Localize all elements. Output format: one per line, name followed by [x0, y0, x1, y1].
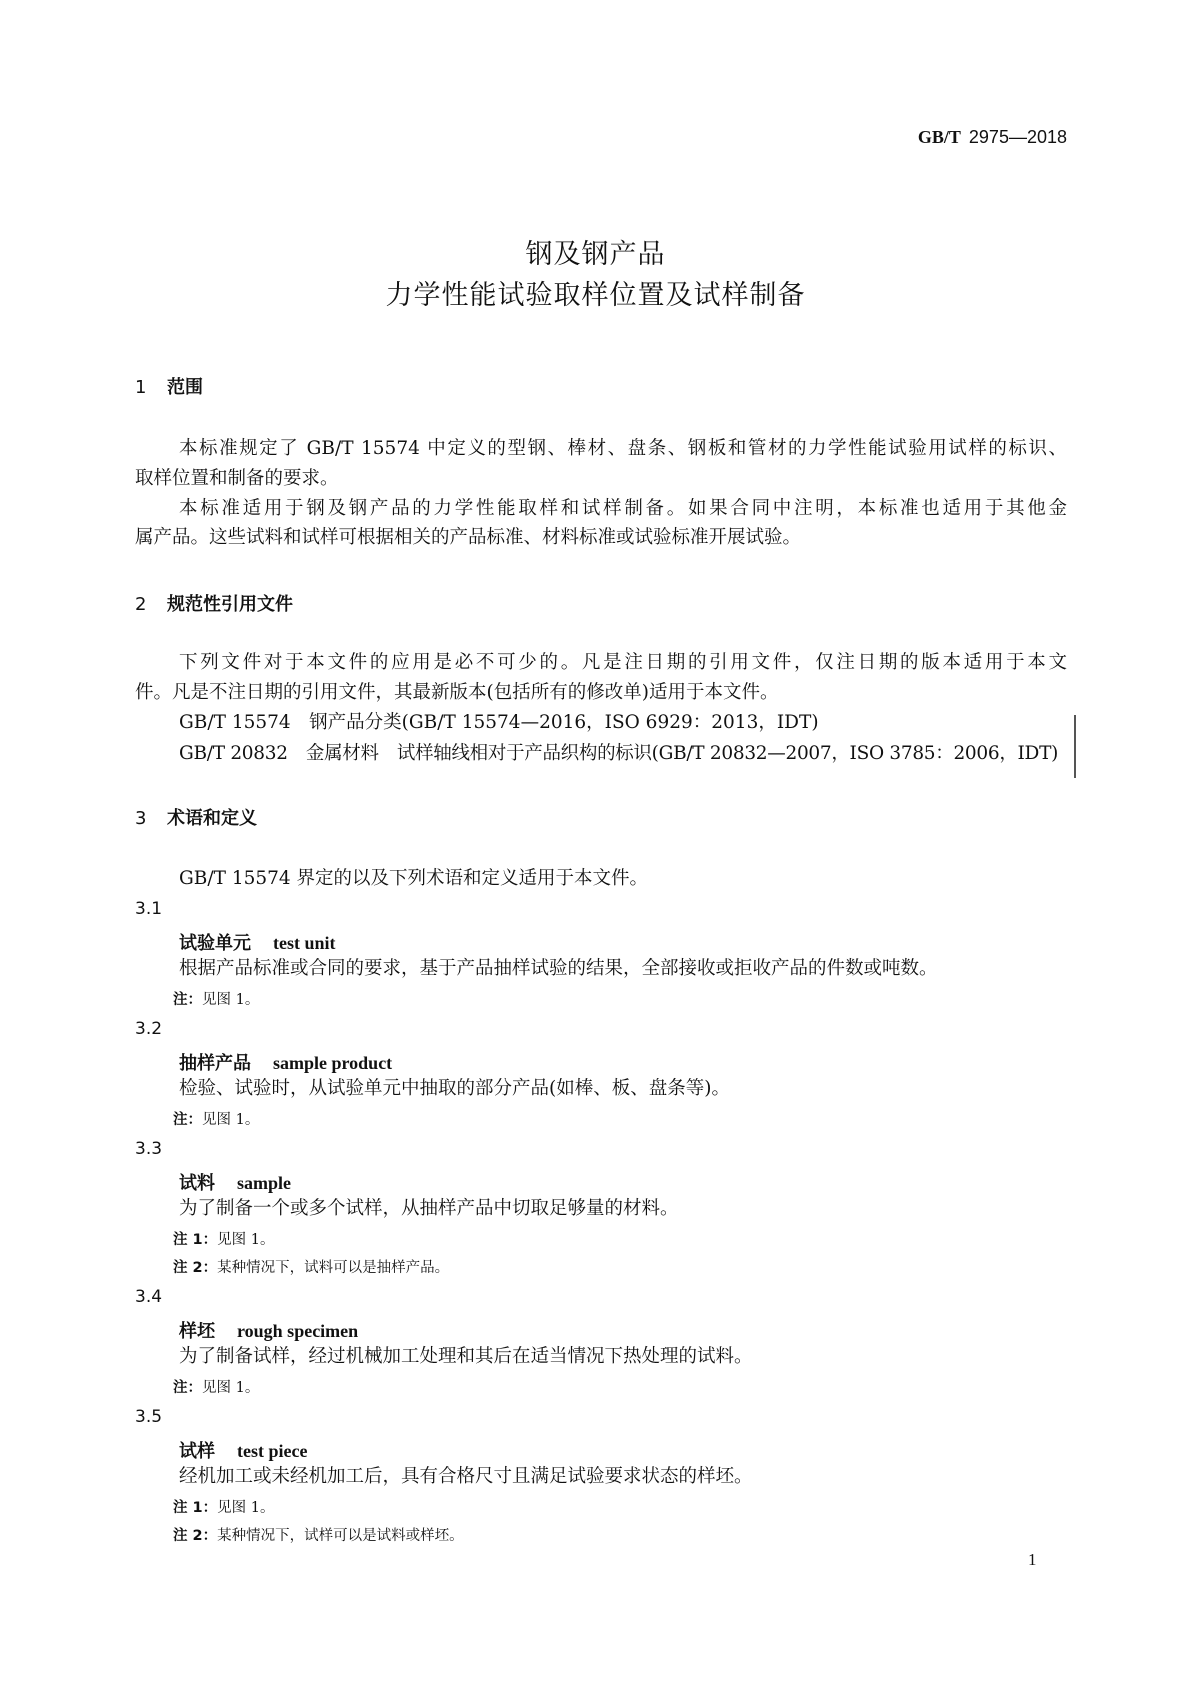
term-definition: 为了制备一个或多个试样，从抽样产品中切取足够量的材料。 — [179, 1198, 679, 1219]
term-number: 3.4 — [135, 1287, 163, 1307]
term-note: 注 1：见图 1。 — [173, 1500, 275, 1516]
term-definition: 为了制备试样，经过机械加工处理和其后在适当情况下热处理的试料。 — [179, 1346, 753, 1367]
s2-line: 下列文件对于本文件的应用是必不可少的。凡是注日期的引用文件，仅注日期的版本适用于本文 — [179, 652, 1067, 673]
term-note: 注 1：见图 1。 — [173, 1232, 275, 1248]
section-1-heading: 1 范围 — [135, 377, 203, 398]
document-title-line2: 力学性能试验取样位置及试样制备 — [385, 280, 806, 311]
term-heading: 试样 test piece — [179, 1441, 308, 1462]
s1-line: 属产品。这些试料和试样可根据相关的产品标准、材料标准或试验标准开展试验。 — [135, 527, 802, 548]
term-note: 注：见图 1。 — [173, 1112, 260, 1128]
s2-line: 件。凡是不注日期的引用文件，其最新版本(包括所有的修改单)适用于本文件。 — [135, 682, 779, 703]
term-heading: 样坯 rough specimen — [179, 1321, 359, 1342]
term-note: 注：见图 1。 — [173, 992, 260, 1008]
term-number: 3.5 — [135, 1407, 163, 1427]
normative-reference: GB/T 15574 钢产品分类(GB/T 15574—2016，ISO 6929：2013，IDT) — [179, 712, 819, 733]
document-title-line1: 钢及钢产品 — [525, 239, 666, 270]
s1-line: 本标准适用于钢及钢产品的力学性能取样和试样制备。如果合同中注明，本标准也适用于其他金 — [179, 498, 1067, 519]
s3-intro: GB/T 15574 界定的以及下列术语和定义适用于本文件。 — [179, 868, 649, 889]
term-note: 注 2：某种情况下，试样可以是试料或样坯。 — [173, 1528, 464, 1544]
standard-code: GB/T 2975—2018 — [917, 127, 1067, 147]
term-heading: 抽样产品 sample product — [179, 1053, 393, 1074]
revision-bar — [1074, 715, 1076, 778]
term-heading: 试料 sample — [179, 1173, 291, 1194]
term-note: 注：见图 1。 — [173, 1380, 260, 1396]
term-number: 3.3 — [135, 1139, 163, 1159]
term-definition: 根据产品标准或合同的要求，基于产品抽样试验的结果，全部接收或拒收产品的件数或吨数。 — [179, 958, 938, 979]
term-definition: 经机加工或未经机加工后，具有合格尺寸且满足试验要求状态的样坯。 — [179, 1466, 753, 1487]
term-note: 注 2：某种情况下，试料可以是抽样产品。 — [173, 1260, 450, 1276]
term-number: 3.2 — [135, 1019, 163, 1039]
page-number: 1 — [1028, 1550, 1037, 1569]
normative-reference: GB/T 20832 金属材料 试样轴线相对于产品织构的标识(GB/T 20832—2007，ISO 3785：2006，IDT) — [179, 743, 1059, 764]
term-heading: 试验单元 test unit — [179, 933, 336, 954]
section-3-heading: 3 术语和定义 — [135, 808, 257, 829]
term-number: 3.1 — [135, 899, 163, 919]
s1-line: 取样位置和制备的要求。 — [135, 468, 339, 489]
term-definition: 检验、试验时，从试验单元中抽取的部分产品(如棒、板、盘条等)。 — [179, 1078, 730, 1099]
s1-line: 本标准规定了 GB/T 15574 中定义的型钢、棒材、盘条、钢板和管材的力学性能试验用试样的标识、 — [179, 438, 1067, 459]
section-2-heading: 2 规范性引用文件 — [135, 594, 293, 615]
